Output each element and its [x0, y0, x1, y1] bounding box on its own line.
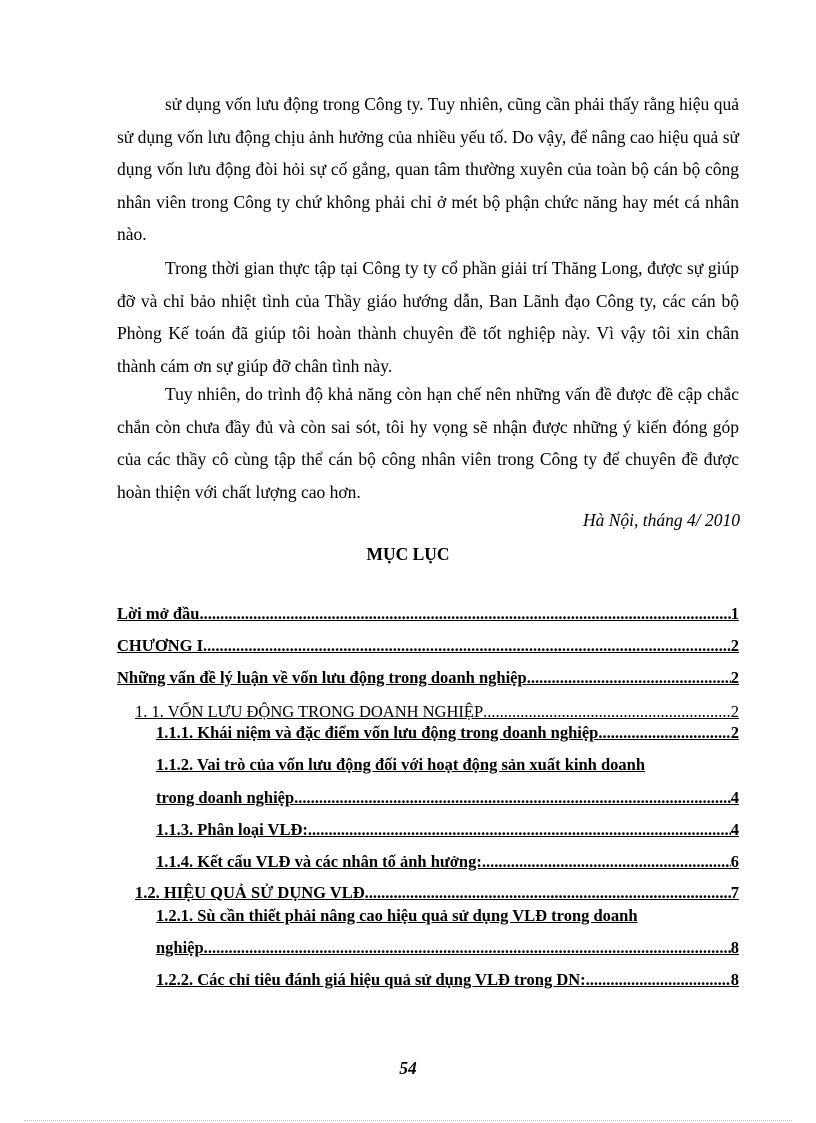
toc-entry[interactable]	[156, 788, 739, 808]
toc-entry-page: 4	[730, 788, 739, 807]
toc-entry[interactable]	[135, 702, 739, 722]
page-number: 54	[399, 1058, 417, 1078]
toc-entry[interactable]	[156, 906, 638, 926]
toc-entry[interactable]	[156, 723, 739, 743]
paragraph-3: Tuy nhiên, do trình độ khả năng còn hạn chế nên những vấn đề được đề cập chắc chắn còn chưa đầy đủ và còn sai sót, tôi hy vọng sẽ nhận được những ý kiến đóng góp của các thầy cô cùng tập thể cán bộ công nhân viên trong Công ty để chuyên đề được hoàn thiện với chất lượng cao hơn.	[117, 384, 739, 502]
toc-title: MỤC LỤC	[366, 544, 450, 564]
toc-entry[interactable]	[156, 852, 739, 872]
toc-entry-text: 1.2. HIỆU QUẢ SỬ DỤNG VLĐ	[135, 883, 365, 902]
toc-entry[interactable]	[117, 668, 739, 688]
toc-entry-text: 1. 1. VỐN LƯU ĐỘNG TRONG DOANH NGHIỆP	[135, 702, 484, 721]
toc-entry-page: 2	[730, 723, 739, 742]
toc-entry-text: CHƯƠNG I	[117, 636, 204, 655]
toc-entry-page: 8	[730, 938, 739, 957]
toc-entry-text: 1.1.3. Phân loại VLĐ:	[156, 820, 308, 839]
toc-entry[interactable]	[156, 820, 739, 840]
toc-entry-page: 2	[730, 636, 739, 655]
toc-entry[interactable]	[156, 970, 739, 990]
toc-entry[interactable]	[156, 755, 645, 775]
toc-entry-text: trong doanh nghiệp.	[156, 788, 299, 807]
toc-entry-page: 2	[730, 702, 739, 721]
toc-entry-page: 7	[730, 883, 739, 902]
toc-entry[interactable]	[117, 604, 739, 624]
toc-entry-text: 1.1.1. Khái niệm và đặc điểm vốn lưu động trong doanh nghiệp.	[156, 723, 603, 742]
toc-entry-text: Những vấn đề lý luận về vốn lưu động trong doanh nghiệp	[117, 668, 527, 687]
toc-entry[interactable]	[135, 883, 739, 903]
toc-entry-text: 1.2.2. Các chỉ tiêu đánh giá hiệu quả sử dụng VLĐ trong DN:	[156, 970, 586, 989]
toc-entry-page: 6	[730, 852, 739, 871]
toc-entry-page: 2	[730, 668, 739, 687]
signature-date: Hà Nội, tháng 4/ 2010	[582, 510, 740, 530]
toc-entry-text: nghiệp.	[156, 938, 208, 957]
paragraph-2: Trong thời gian thực tập tại Công ty ty cổ phần giải trí Thăng Long, được sự giúp đỡ và chỉ bảo nhiệt tình của Thầy giáo hướng dẫn, Ban Lãnh đạo Công ty, các cán bộ Phòng Kế toán đã giúp tôi hoàn thành chuyên đề tốt nghiệp này. Vì vậy tôi xin chân thành cám ơn sự giúp đỡ chân tình này.	[117, 258, 739, 376]
toc-entry-text: 1.1.4. Kết cấu VLĐ và các nhân tố ảnh hưởng:	[156, 852, 482, 871]
toc-entry-page: 8	[730, 970, 739, 989]
toc-entry[interactable]	[117, 636, 739, 656]
toc-entry[interactable]	[156, 938, 739, 958]
toc-entry-text: 1.1.2. Vai trò của vốn lưu động đối với hoạt động sản xuất kinh doanh	[156, 755, 645, 774]
toc-entry-text: 1.2.1. Sù cần thiết phải nâng cao hiệu quả sử dụng VLĐ trong doanh	[156, 906, 638, 925]
toc-entry-page: 1	[730, 604, 739, 623]
toc-entry-page: 4	[730, 820, 739, 839]
paragraph-1: sử dụng vốn lưu động trong Công ty. Tuy nhiên, cũng cần phải thấy rằng hiệu quả sử dụng vốn lưu động chịu ảnh hưởng của nhiều yếu tố. Do vậy, để nâng cao hiệu quả sử dụng vốn lưu động đòi hỏi sự cố gắng, quan tâm thường xuyên của toàn bộ cán bộ công nhân viên trong Công ty chứ không phải chỉ ở mét bộ phận chức năng hay mét cá nhân nào.	[117, 94, 739, 245]
toc-entry-text: Lời mở đầu	[117, 604, 200, 623]
footer-divider	[24, 1120, 792, 1121]
